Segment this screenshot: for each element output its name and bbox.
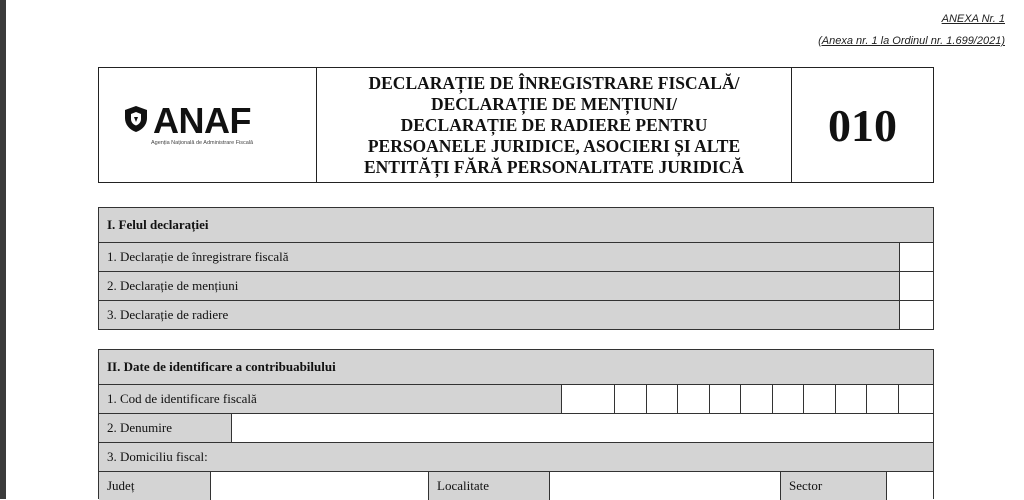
logo-cell: [99, 68, 317, 182]
form-title-line: DECLARAȚIE DE ÎNREGISTRARE FISCALĂ/: [368, 72, 740, 93]
cif-digit-box[interactable]: [740, 385, 772, 413]
locality-input[interactable]: [549, 472, 780, 500]
declaration-option-deregistration: [99, 300, 933, 329]
name-input[interactable]: [231, 414, 933, 442]
form-header: [98, 67, 934, 183]
mentions-checkbox[interactable]: [899, 272, 933, 300]
annex-number: ANEXA Nr. 1: [941, 13, 1005, 25]
declaration-option-mentions: [99, 271, 933, 300]
option-label: 2. Declarație de mențiuni: [99, 272, 899, 300]
form-title-line: PERSOANELE JURIDICE, ASOCIERI ȘI ALTE: [367, 135, 741, 156]
cif-digit-box[interactable]: [835, 385, 867, 413]
form-title-line: DECLARAȚIE DE RADIERE PENTRU: [400, 114, 708, 135]
option-label: 1. Declarație de înregistrare fiscală: [99, 243, 899, 271]
section-header: [99, 350, 933, 384]
form-code: 010: [828, 99, 897, 151]
address-detail-row: [99, 471, 933, 500]
cif-digit-box[interactable]: [898, 385, 934, 413]
section-declaration-type: [98, 207, 934, 330]
cif-digit-box[interactable]: [772, 385, 804, 413]
cif-label: 1. Cod de identificare fiscală: [99, 385, 561, 413]
cif-row: [99, 384, 933, 413]
annex-order-reference: (Anexa nr. 1 la Ordinul nr. 1.699/2021): [818, 35, 1005, 47]
form-title-line: ENTITĂȚI FĂRĂ PERSONALITATE JURIDICĂ: [363, 156, 745, 177]
cif-digit-box[interactable]: [677, 385, 709, 413]
address-label: 3. Domiciliu fiscal:: [107, 449, 208, 464]
sector-input[interactable]: [886, 472, 933, 500]
cif-digit-box[interactable]: [803, 385, 835, 413]
option-label: 3. Declarație de radiere: [99, 301, 899, 329]
shield-icon: [124, 105, 148, 138]
section-header: [99, 208, 933, 242]
form-title-line: DECLARAȚIE DE MENȚIUNI/: [430, 93, 677, 114]
window-edge: [0, 0, 6, 499]
locality-label: Localitate: [428, 472, 549, 500]
name-label: 2. Denumire: [99, 414, 231, 442]
logo-text: ANAF: [153, 100, 251, 141]
county-label: Județ: [99, 472, 210, 500]
name-row: [99, 413, 933, 442]
section-title: I. Felul declarației: [107, 217, 209, 232]
deregistration-checkbox[interactable]: [899, 301, 933, 329]
cif-digit-box[interactable]: [866, 385, 898, 413]
section-title: II. Date de identificare a contribuabilului: [107, 359, 336, 374]
form-title: [317, 68, 792, 182]
declaration-option-registration: [99, 242, 933, 271]
sector-label: Sector: [780, 472, 886, 500]
cif-digit-box[interactable]: [561, 385, 614, 413]
anaf-logo: [124, 100, 251, 141]
logo-subtitle: Agenția Națională de Administrare Fiscală: [151, 140, 254, 146]
county-input[interactable]: [210, 472, 428, 500]
registration-checkbox[interactable]: [899, 243, 933, 271]
section-taxpayer-identification: [98, 349, 934, 499]
cif-digit-box[interactable]: [614, 385, 646, 413]
address-row: [99, 442, 933, 471]
cif-digit-boxes: [561, 385, 933, 413]
cif-digit-box[interactable]: [646, 385, 678, 413]
cif-digit-box[interactable]: [709, 385, 741, 413]
